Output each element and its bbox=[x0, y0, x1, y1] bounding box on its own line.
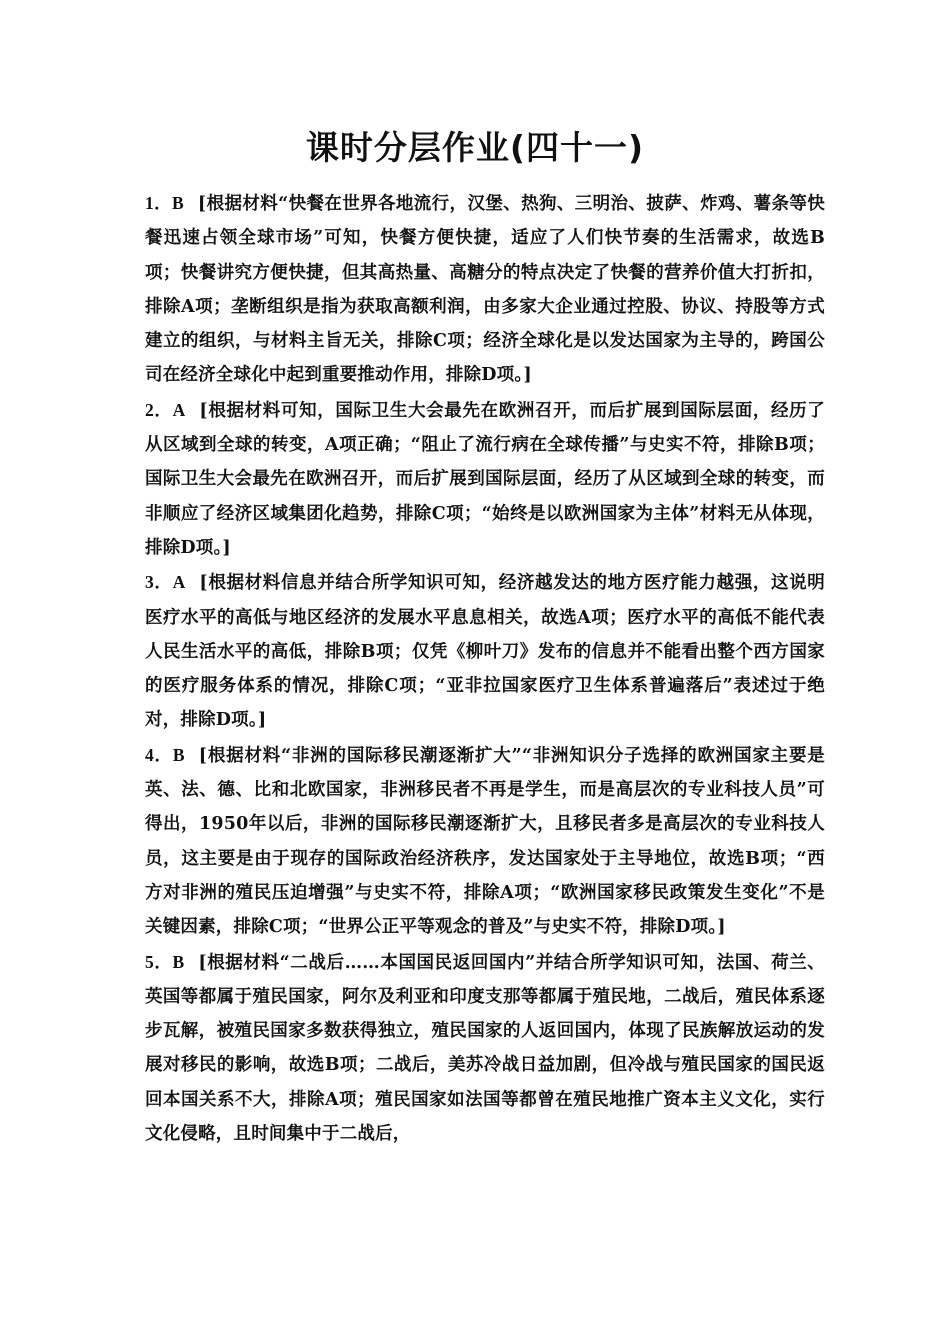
question-number: 5． bbox=[145, 951, 173, 972]
answer-item bbox=[145, 738, 825, 945]
answer-item bbox=[145, 565, 825, 737]
answer-choice: B bbox=[172, 193, 184, 213]
answer-choice: B bbox=[172, 951, 185, 972]
question-number: 3． bbox=[145, 572, 173, 593]
answer-choice: A bbox=[172, 399, 186, 420]
answer-choice: A bbox=[172, 572, 186, 593]
answer-item bbox=[145, 393, 825, 565]
answer-explanation: [根据材料“快餐在世界各地流行，汉堡、热狗、三明治、披萨、炸鸡、薯条等快餐迅速占领全球市场”可知，快餐方便快捷，适应了人们快节奏的生活需求，故选B项；快餐讲究方便快捷，但其高热量、高糖分的特点决定了快餐的营养价值大打折扣，排除A项；垄断组织是指为获取高额利润，由多家大企业通过控股、协议、持股等方式建立的组织，与材料主旨无关，排除C项；经济全球化是以发达国家为主导的，跨国公司在经济全球化中起到重要推动作用，排除D项。] bbox=[145, 194, 825, 386]
question-number: 2． bbox=[145, 399, 173, 420]
answer-item bbox=[145, 186, 825, 393]
answer-explanation: [根据材料“非洲的国际移民潮逐渐扩大”“非洲知识分子选择的欧洲国家主要是英、法、德、比和北欧国家，非洲移民者不再是学生，而是高层次的专业科技人员”可得出，1950年以后，非洲的国际移民潮逐渐扩大，且移民者多是高层次的专业科技人员，这主要是由于现存的国际政治经济秩序，发达国家处于主导地位，故选B项；“西方对非洲的殖民压迫增强”与史实不符，排除A项；“欧洲国家移民政策发生变化”不是关键因素，排除C项；“世界公正平等观念的普及”与史实不符，排除D项。] bbox=[145, 745, 825, 938]
page-title: 课时分层作业(四十一) bbox=[305, 128, 645, 167]
question-number: 1． bbox=[145, 193, 173, 213]
answer-explanation: [根据材料“二战后……本国国民返回国内”并结合所学知识可知，法国、荷兰、英国等都属于殖民国家，阿尔及利亚和印度支那等都属于殖民地，二战后，殖民体系逐步瓦解，被殖民国家多数获得独立，殖民国家的人返回国内，体现了民族解放运动的发展对移民的影响，故选B项；二战后，美苏冷战日益加剧，但冷战与殖民国家的国民返回本国关系不大，排除A项；殖民国家如法国等都曾在殖民地推广资本主义文化，实行文化侵略，且时间集中于二战后， bbox=[145, 952, 825, 1145]
answer-explanation: [根据材料信息并结合所学知识可知，经济越发达的地方医疗能力越强，这说明医疗水平的高低与地区经济的发展水平息息相关，故选A项；医疗水平的高低不能代表人民生活水平的高低，排除B项；仅凭《柳叶刀》发布的信息并不能看出整个西方国家的医疗服务体系的情况，排除C项；“亚非拉国家医疗卫生体系普遍落后”表述过于绝对，排除D项。] bbox=[145, 573, 826, 731]
answer-list bbox=[145, 186, 825, 1151]
answer-choice: B bbox=[172, 744, 185, 765]
question-number: 4． bbox=[145, 744, 173, 765]
answer-item bbox=[145, 945, 825, 1152]
answer-explanation: [根据材料可知，国际卫生大会最先在欧洲召开，而后扩展到国际层面，经历了从区域到全球的转变，A项正确；“阻止了流行病在全球传播”与史实不符，排除B项；国际卫生大会最先在欧洲召开，而后扩展到国际层面，经历了从区域到全球的转变，而非顺应了经济区域集团化趋势，排除C项；“始终是以欧洲国家为主体”材料无从体现，排除D项。] bbox=[145, 400, 826, 558]
